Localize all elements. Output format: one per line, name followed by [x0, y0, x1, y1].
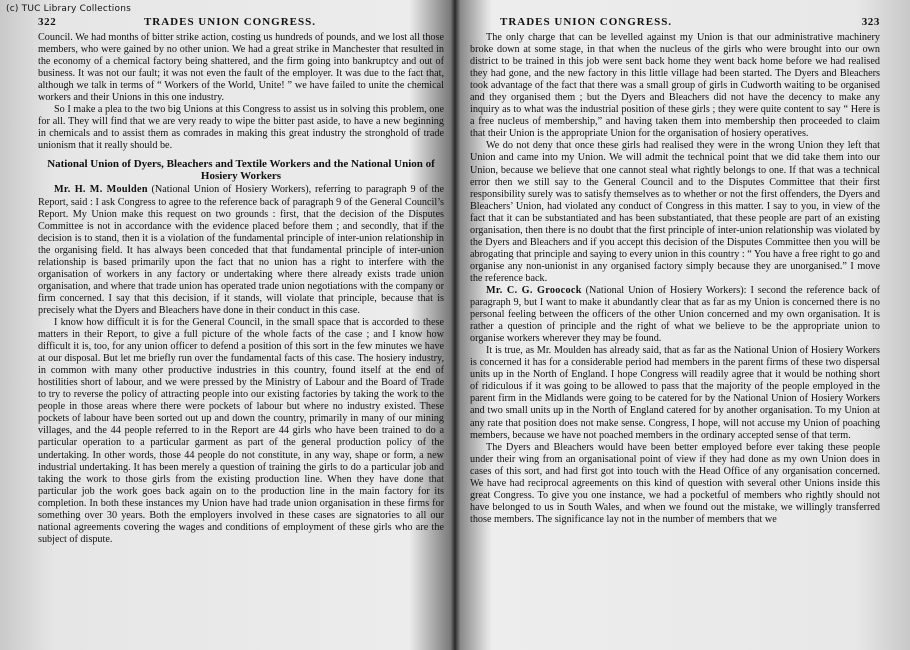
right-paragraph-3-text: (National Union of Hosiery Workers): I second the reference back of paragraph 9, but I want to make it abundantly clear that as far as my Union is concerned there is no personal feeling between the officers of the other Union concerned and my own organisation. It is rather a question of principle and the right of what we believe to be the appropriate union to organise workers wherever they may be found. [470, 284, 880, 345]
section-heading: National Union of Dyers, Bleachers and Textile Workers and the National Union of Hosiery Workers [47, 158, 435, 183]
speaker-groocock: Mr. C. G. Groocock [486, 284, 582, 296]
right-running-head [470, 16, 880, 28]
left-running-title: TRADES UNION CONGRESS. [143, 16, 316, 28]
right-running-title: TRADES UNION CONGRESS. [500, 16, 673, 28]
left-page [38, 16, 444, 648]
page-number-left: 322 [38, 16, 57, 28]
page-number-right: 323 [861, 16, 880, 28]
speaker-moulden: Mr. H. M. Moulden [54, 184, 148, 196]
left-paragraph-4: I know how difficult it is for the General Council, in the small space that is accorded to these matters in their Report, to give a full picture of the whole facts of the case ; and I know how difficult it is, too, for any union officer to defend a position of this sort in the few minutes we have at our disposal. But let me briefly run over the fundamental facts of this case. The hosiery industry, in common with many other productive industries in this country, found itself at the end of hostilities short of labour, and we were pressed by the Ministry of Labour and the Board of Trade to try to reverse the policy of attracting people into our existing factories by taking the work to the people in those areas where there were pockets of labour but where no industry existed. These pockets of labour have been sorted out up and down the country, primarily in many of our mining villages, and the 44 people referred to in the Report are 44 girls who have been trained to do a particular operation to a particular garment as part of the general production policy of the undertaking. In other words, those 44 people do not constitute, in any way, shape or form, a new industrial undertaking. It has been merely a question of training the girls to do a particular job and taking the work to those girls from the existing production line. When they have done that particular job the work goes back again on to the production line in the main factory for its completion. In both these instances my Union have had trade union organisation in these firms for something over 30 years. Both the employers involved in these cases are signatories to all our national agreements covering the wages and conditions of employment of these girls who are the subject of dispute. [38, 316, 444, 545]
left-paragraph-3 [38, 184, 444, 317]
left-paragraph-2: So I make a plea to the two big Unions at this Congress to assist us in solving this problem, one for all. They will find that we are very ready to wipe the bitter past aside, to have a new beginning in chemicals and to assist them as comrades in making this great industry the stronghold of trade unionism that it really should be. [38, 104, 444, 152]
left-running-head [38, 16, 444, 28]
right-paragraph-1: The only charge that can be levelled against my Union is that our administrative machinery broke down at some stage, in that when the nucleus of the girls who were brought into our own district to be trained in this job were sent back home they went back home before we had realised they had gone, and the new factory in this little village had been started. The Dyers and Bleachers took advantage of the fact that there was a small group of girls in Cudworth waiting to be organised and they organised them ; but the Dyers and Bleachers did not have the decency to make any inquiry as to what was the industrial position of these girls ; they were quite content to say “ Here is a free nucleus of membership,” and having taken them into membership then proceeded to claim that their Union is the appropriate Union for the organisation of hosiery operatives. [470, 32, 880, 140]
right-page [470, 16, 880, 648]
right-paragraph-3 [470, 285, 880, 345]
right-paragraph-2: We do not deny that once these girls had realised they were in the wrong Union they left that Union and came into my Union. We will admit the technical point that we did take them into our Union, because we believe that one cannot steal what rightly belongs to one. If that was a technical error then we still say to the General Council and to the Disputes Committee that their first responsibility surely was to satisfy themselves as to whether or not the first offenders, the Dyers and Bleachers’ Union, had violated any conduct of Congress in this matter. I say to you, in view of the fact that it can be substantiated and has been substantiated, that these people are part of an existing organisation, then there is no doubt that the first principle of inter-union relationship was violated by the Dyers and Bleachers and if you accept this decision of the Disputes Committee then you will be abrogating that principle and saying to every union in this country : “ You have a free right to go and organise any non-unionist in any organised factory simply because they are unorganised.” I move the reference back. [470, 140, 880, 284]
left-paragraph-1: Council. We had months of bitter strike action, costing us hundreds of pounds, and we lost all those members, who were gained by no other union. We had a great strike in Manchester that resulted in the economy of a chemical factory being shattered, and the firm going into bankruptcy and out of business. It was not our fault; it was not even the fault of the employer. It was due to the fact that, although we talk in terms of “ Workers of the World, Unite! ” we have failed to unite the chemical workers and their Unions in this one industry. [38, 32, 444, 104]
watermark: (c) TUC Library Collections [6, 4, 131, 14]
left-paragraph-3-text: (National Union of Hosiery Workers), referring to paragraph 9 of the Report, said : I ask Congress to agree to the reference back of paragraph 9 of the General Council’s Report. My Union make this request on two grounds : first, that the decision of the Disputes Committee is not in accordance with the evidence placed before them ; and secondly, that if the decision is to stand, then it is a violation of the fundamental principle of inter-union relationship in the organising field. It has always been conceded that that fundamental principle of inter-union relationship is based primarily upon the fact that no union has a right to interfere with the organisation of workers in any factory or undertaking where there already exists trade union organisation, and where that trade union has operated trade union negotiations with the company or firm concerned. I say that this decision, if it stands, will violate that principle, because that is precisely what the Dyers and Bleachers have done in their conduct in this case. [38, 184, 444, 316]
right-paragraph-4: It is true, as Mr. Moulden has already said, that as far as the National Union of Hosiery Workers is concerned it has for a considerable period had members in the parent firms of these two dispersal units up in the North of England. I hope Congress will readily agree that it would be nothing short of ridiculous if it was going to be allowed to pass that the majority of the people employed in the parent firm in the Midlands were going to be catered for by the National Union of Hosiery Workers and two small units up in the North of England catered for by another organisation. To my Union at any rate that position does not make sense. Congress, I hope, will not accuse my Union of poaching members, because we have not poached members in the ordinary accepted sense of that term. [470, 345, 880, 441]
right-paragraph-5: The Dyers and Bleachers would have been better employed before ever taking these people under their wing from an organisational point of view if they had done as my own Union does in cases of this sort, and had first got into touch with the Head Office of any organisation concerned. We have had reciprocal agreements on this kind of question with several other Unions inside this great Congress. To give you one instance, we had a pocketful of members who rightly should not have belonged to us in South Wales, and when we found out the mistake, we willingly transferred those members. The significance lay not in the number of members that we [470, 441, 880, 525]
